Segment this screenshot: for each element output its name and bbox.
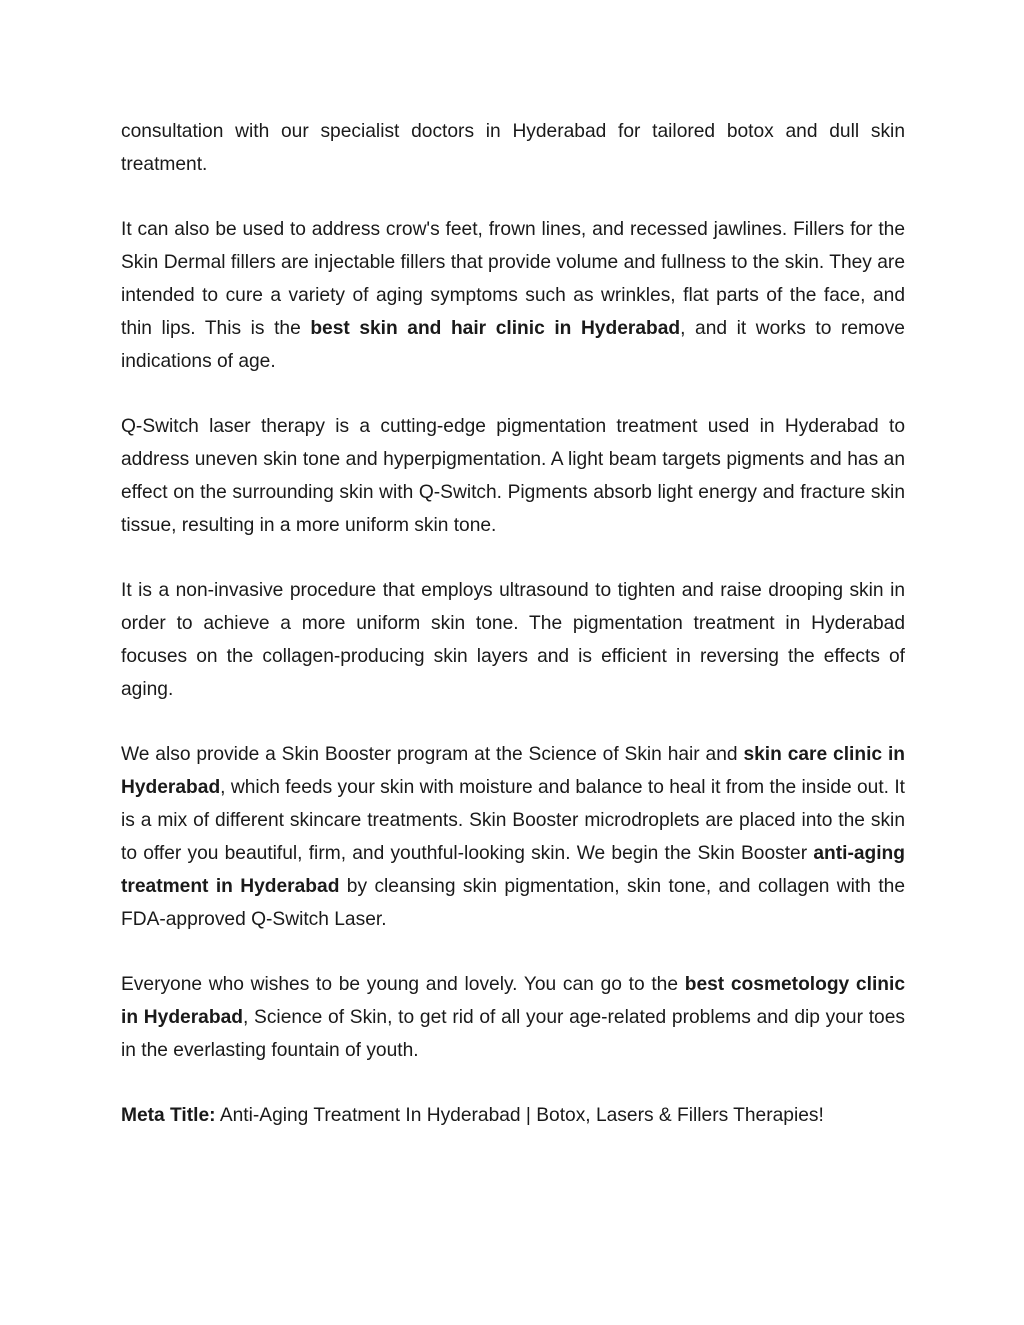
- paragraph-text: Everyone who wishes to be young and lovely. You can go to the: [121, 974, 685, 995]
- paragraph-text: We also provide a Skin Booster program at the Science of Skin hair and: [121, 744, 744, 765]
- bold-keyword: anti-aging treatment in Hyderabad: [121, 843, 905, 897]
- paragraph-text: consultation with our specialist doctors in Hyderabad for tailored botox and dull skin treatment.: [121, 121, 905, 175]
- meta-title-label: Meta Title:: [121, 1105, 216, 1126]
- bold-keyword: best cosmetology clinic in Hyderabad: [121, 974, 905, 1028]
- paragraph-text: Q-Switch laser therapy is a cutting-edge pigmentation treatment used in Hyderabad to address uneven skin tone and hyperpigmentation. A light beam targets pigments and has an effect on the surrounding skin with Q-Switch. Pigments absorb light energy and fracture skin tissue, resulting in a more uniform skin tone.: [121, 416, 905, 536]
- paragraph: [121, 574, 905, 706]
- meta-title-value: Anti-Aging Treatment In Hyderabad | Botox, Lasers & Fillers Therapies!: [215, 1105, 824, 1126]
- bold-keyword: best skin and hair clinic in Hyderabad: [310, 318, 681, 339]
- paragraph-text: by cleansing skin pigmentation, skin tone, and collagen with the FDA-approved Q-Switch Laser.: [121, 876, 905, 930]
- meta-title-line: [121, 1099, 905, 1132]
- paragraph-text: It can also be used to address crow's feet, frown lines, and recessed jawlines. Fillers for the Skin Dermal fillers are injectable fillers that provide volume and fullness to the skin. They are intended to cure a variety of aging symptoms such as wrinkles, flat parts of the face, and thin lips. This is the: [121, 219, 905, 339]
- paragraph-text: It is a non-invasive procedure that employs ultrasound to tighten and raise drooping skin in order to achieve a more uniform skin tone. The pigmentation treatment in Hyderabad focuses on the collagen-producing skin layers and is efficient in reversing the effects of aging.: [121, 580, 905, 700]
- paragraph-text: , which feeds your skin with moisture and balance to heal it from the inside out. It is a mix of different skincare treatments. Skin Booster microdroplets are placed into the skin to offer you beautiful, firm, and youthful-looking skin. We begin the Skin Booster: [121, 777, 905, 864]
- document-page: [121, 115, 905, 1132]
- paragraph: [121, 410, 905, 542]
- bold-keyword: skin care clinic in Hyderabad: [121, 744, 905, 798]
- paragraph: [121, 968, 905, 1067]
- paragraph: [121, 213, 905, 378]
- paragraph: [121, 115, 905, 181]
- paragraph: [121, 738, 905, 936]
- body-text: [121, 115, 905, 1067]
- paragraph-text: , and it works to remove indications of age.: [121, 318, 905, 372]
- paragraph-text: , Science of Skin, to get rid of all your age-related problems and dip your toes in the everlasting fountain of youth.: [121, 1007, 905, 1061]
